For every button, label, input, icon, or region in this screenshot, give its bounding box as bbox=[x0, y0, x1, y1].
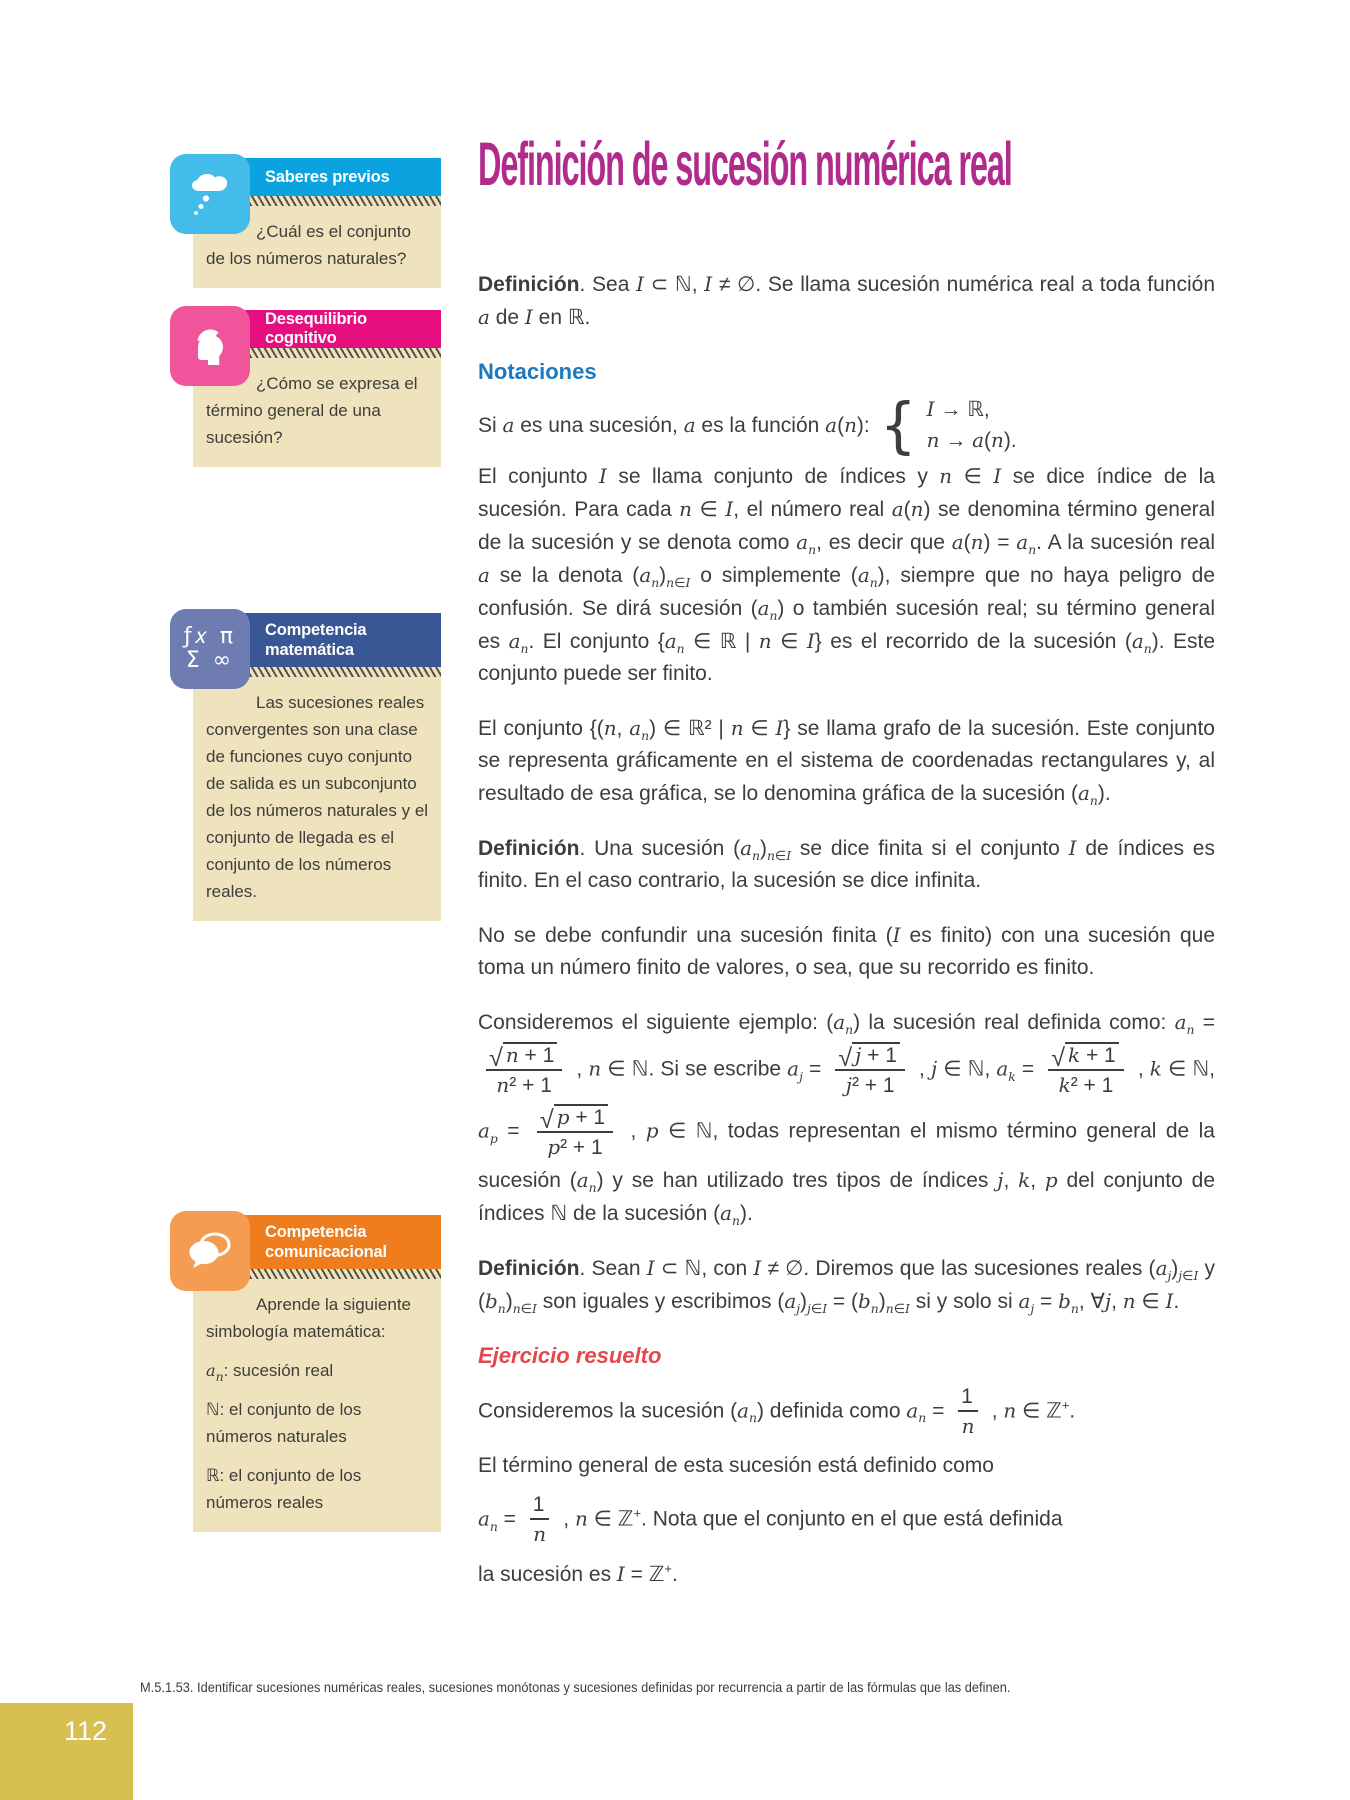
paragraph-definicion-3: Definición. Sean I ⊂ ℕ, con I ≠ ∅. Diremos que las sucesiones reales $(a_j)_{j\in I}$ y $(b_n)_{n\in I}$ son iguales y escribimos $(a_j)_{j\in I} = (b_n)_{n\in I}$ si y solo si $a_j = b_n$, ∀j, n ∈ I. bbox=[478, 1255, 1215, 1316]
paragraph-definicion-1: Definición. Sea I ⊂ ℕ, I ≠ ∅. Se llama sucesión numérica real a toda función a de I en ℝ. bbox=[478, 272, 1216, 329]
paragraph-confusion: No se debe confundir una sucesión finita (I es finito) con una sucesión que toma un número finito de valores, o sea, que su recorrido es finito. bbox=[478, 923, 1215, 979]
thought-cloud-icon bbox=[170, 154, 250, 234]
note-body-desequilibrio-cognitivo: ¿Cómo se expresa el término general de una sucesión? bbox=[193, 358, 441, 467]
notation-line-1: I → ℝ, bbox=[926, 397, 990, 421]
note-body-saberes-previos: ¿Cuál es el conjunto de los números naturales? bbox=[193, 206, 441, 288]
note-title-desequilibrio-cognitivo: Desequilibrio cognitivo bbox=[193, 310, 441, 348]
speech-bubbles-icon bbox=[170, 1211, 250, 1291]
open-mind-icon bbox=[170, 306, 250, 386]
math-symbols-icon: ƒ𝑥 π Σ ∞ bbox=[170, 609, 250, 689]
paragraph-grafo: El conjunto {(n, $a_n$) ∈ ℝ² | n ∈ I} se llama grafo de la sucesión. Este conjunto se representa gráficamente en el sistema de coordenadas rectangulares y, al resultado de esa gráfica, se lo denomina gráfica de la sucesión $(a_n)$. bbox=[478, 716, 1215, 808]
note-title-competencia-matematica: Competencia matemática bbox=[193, 613, 441, 667]
heading-notaciones: Notaciones bbox=[478, 359, 597, 384]
paragraph-definicion-2: Definición. Una sucesión $(a_n)_{n\in I}$ se dice finita si el conjunto I de índices es finito. En el caso contrario, la sucesión se dice infinita. bbox=[478, 836, 1215, 892]
notation-lines bbox=[927, 394, 1017, 456]
sidebar-note-desequilibrio-cognitivo bbox=[193, 310, 441, 467]
page-number: 112 bbox=[63, 1716, 107, 1746]
main-content bbox=[478, 130, 1216, 1599]
paragraph-indices: El conjunto I se llama conjunto de índices y n ∈ I se dice índice de la sucesión. Para cada n ∈ I, el número real a(n) se denomina término general de la sucesión y se denota como $a_n$, es decir que $a(n) = a_n$. A la sucesión real a se la denota $(a_n)_{n\in I}$ o simplemente $(a_n)$, siempre que no haya peligro de confusión. Se dirá sucesión $(a_n)$ o también sucesión real; su término general es $a_n$. El conjunto {$a_n$ ∈ ℝ | n ∈ I} es el recorrido de la sucesión $(a_n)$. Este conjunto puede ser finito. bbox=[478, 464, 1216, 685]
brace-glyph: { bbox=[879, 389, 917, 461]
paragraph-ejercicio-2: El término general de esta sucesión está definido como bbox=[478, 1453, 994, 1477]
note-body-competencia-matematica: Las sucesiones reales convergentes son una clase de funciones cuyo conjunto de salida es un subconjunto de los números naturales y el conjunto de llegada es el conjunto de los números reales. bbox=[193, 677, 441, 921]
paragraph-ejercicio-1: Consideremos la sucesión $(a_n)$ definida como $a_n$ = $\frac{1}{n}$ , n ∈ ℤ+. bbox=[478, 1384, 1076, 1438]
notation-intro: Si a es una sucesión, a es la función a(n): bbox=[478, 412, 870, 437]
page-number-tab bbox=[0, 1703, 133, 1800]
paragraph-ejemplo: Consideremos el siguiente ejemplo: $(a_n)$ la sucesión real definida como: $a_n$ = √ n + 1 n² + 1 , n ∈ ℕ. Si se escribe $a_j$ = √ j + 1 j² + 1 , j ∈ ℕ, $a_k$ = √ k + 1 k² + 1 , k ∈ ℕ, $a_p$ = √ p + 1 p² + 1 , p ∈ ℕ, todas representan el mismo término general de la sucesión $(a_n)$ y se han utilizado tres tipos de índices j, k, p del conjunto de índices ℕ de la sucesión $(a_n)$. bbox=[478, 1010, 1215, 1228]
note-body-competencia-comunicacional: Aprende la siguiente simbología matemática: $a_n$: sucesión real ℕ: el conjunto de los números naturales ℝ: el conjunto de los números reales bbox=[193, 1279, 441, 1532]
note-title-competencia-comunicacional: Competencia comunicacional bbox=[193, 1215, 441, 1269]
note-title-saberes-previos: Saberes previos bbox=[193, 158, 441, 196]
notation-function-block bbox=[478, 389, 1215, 461]
paragraph-ejercicio-4: la sucesión es I = ℤ+. bbox=[478, 1561, 678, 1587]
notation-line-2: n → a(n). bbox=[926, 428, 1017, 452]
sidebar-note-saberes-previos bbox=[193, 158, 441, 288]
sidebar-note-competencia-matematica bbox=[183, 613, 441, 921]
page-title: Definición de sucesión numérica real bbox=[478, 130, 1012, 199]
heading-ejercicio-resuelto: Ejercicio resuelto bbox=[478, 1342, 662, 1368]
paragraph-ejercicio-3: $a_n$ = $\frac{1}{n}$ , n ∈ ℤ+. Nota que el conjunto en el que está definida bbox=[478, 1492, 1063, 1547]
sidebar-note-competencia-comunicacional bbox=[193, 1215, 441, 1532]
curriculum-standard-footnote: M.5.1.53. Identificar sucesiones numéricas reales, sucesiones monótonas y sucesiones definidas por recurrencia a partir de las fórmulas que las definen. bbox=[140, 1680, 1011, 1695]
